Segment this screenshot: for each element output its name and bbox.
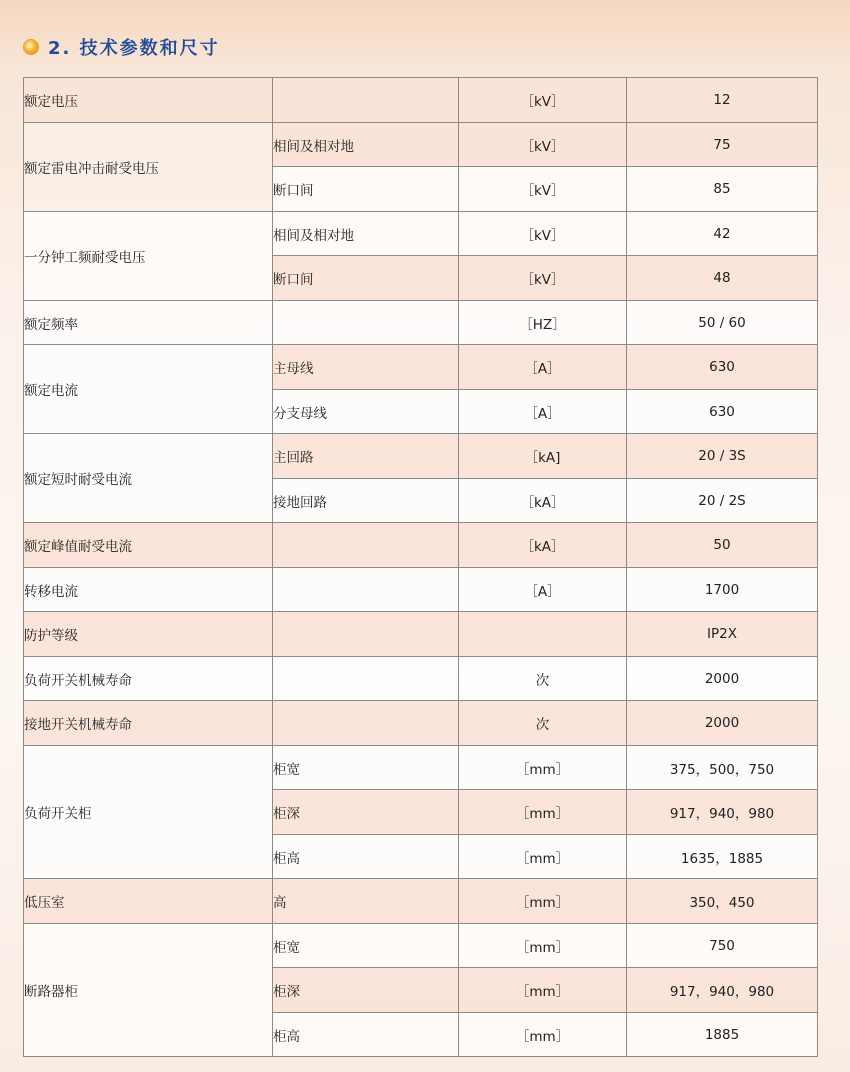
param-sub: 分支母线 (273, 390, 459, 434)
table-row (24, 568, 818, 612)
param-unit: ［kV］ (459, 256, 627, 301)
param-sub: 柜深 (273, 968, 459, 1013)
param-sub: 柜高 (273, 1013, 459, 1057)
param-sub (273, 568, 459, 612)
param-sub: 柜宽 (273, 746, 459, 790)
param-sub: 断口间 (273, 167, 459, 212)
param-value: 350，450 (627, 879, 818, 924)
param-value: 75 (627, 123, 818, 167)
param-name: 额定电压 (24, 78, 273, 123)
param-value: 20 / 2S (627, 479, 818, 523)
param-value: 750 (627, 924, 818, 968)
section-number: 2. (48, 38, 72, 59)
table-row (24, 434, 818, 479)
param-value: 20 / 3S (627, 434, 818, 479)
param-sub: 柜宽 (273, 924, 459, 968)
param-name: 防护等级 (24, 612, 273, 657)
param-name: 额定雷电冲击耐受电压 (24, 123, 273, 212)
param-unit: ［kA］ (459, 479, 627, 523)
param-unit: ［HZ］ (459, 301, 627, 345)
param-value: 48 (627, 256, 818, 301)
param-value: 12 (627, 78, 818, 123)
param-sub: 断口间 (273, 256, 459, 301)
param-sub (273, 301, 459, 345)
param-sub: 相间及相对地 (273, 123, 459, 167)
param-value: 917，940，980 (627, 790, 818, 835)
param-unit: ［mm］ (459, 835, 627, 879)
param-name: 一分钟工频耐受电压 (24, 212, 273, 301)
param-sub: 接地回路 (273, 479, 459, 523)
table-row (24, 345, 818, 390)
param-value: 1885 (627, 1013, 818, 1057)
table-row (24, 78, 818, 123)
section-title (48, 34, 220, 60)
param-value: 630 (627, 390, 818, 434)
param-name: 负荷开关机械寿命 (24, 657, 273, 701)
param-sub (273, 701, 459, 746)
param-sub (273, 657, 459, 701)
param-value: 2000 (627, 657, 818, 701)
param-sub (273, 78, 459, 123)
table-row (24, 657, 818, 701)
param-sub: 高 (273, 879, 459, 924)
table-row (24, 701, 818, 746)
param-name: 断路器柜 (24, 924, 273, 1057)
table-row (24, 879, 818, 924)
section-title-text: 技术参数和尺寸 (79, 38, 220, 59)
table-row (24, 924, 818, 968)
param-unit: ［kA] (459, 434, 627, 479)
param-unit: ［A］ (459, 568, 627, 612)
param-value: 50 / 60 (627, 301, 818, 345)
param-unit: 次 (459, 657, 627, 701)
param-sub: 相间及相对地 (273, 212, 459, 256)
param-unit: 次 (459, 701, 627, 746)
table-row (24, 746, 818, 790)
param-unit: ［kA］ (459, 523, 627, 568)
param-name: 额定电流 (24, 345, 273, 434)
param-unit: ［kV］ (459, 123, 627, 167)
param-unit: ［A］ (459, 390, 627, 434)
param-sub (273, 612, 459, 657)
param-sub: 主母线 (273, 345, 459, 390)
param-name: 低压室 (24, 879, 273, 924)
param-value: IP2X (627, 612, 818, 657)
table-row (24, 301, 818, 345)
param-value: 1635，1885 (627, 835, 818, 879)
section-heading (24, 34, 220, 60)
param-unit: ［kV］ (459, 78, 627, 123)
param-unit: ［kV］ (459, 167, 627, 212)
param-value: 2000 (627, 701, 818, 746)
spec-table (23, 77, 818, 1057)
param-value: 1700 (627, 568, 818, 612)
param-value: 85 (627, 167, 818, 212)
param-name: 转移电流 (24, 568, 273, 612)
param-unit: ［mm］ (459, 746, 627, 790)
param-unit (459, 612, 627, 657)
param-name: 额定频率 (24, 301, 273, 345)
param-sub (273, 523, 459, 568)
param-unit: ［mm］ (459, 879, 627, 924)
param-unit: ［mm］ (459, 924, 627, 968)
param-unit: ［mm］ (459, 968, 627, 1013)
param-value: 42 (627, 212, 818, 256)
param-name: 额定峰值耐受电流 (24, 523, 273, 568)
param-unit: ［mm］ (459, 790, 627, 835)
param-sub: 主回路 (273, 434, 459, 479)
param-unit: ［mm］ (459, 1013, 627, 1057)
param-value: 50 (627, 523, 818, 568)
param-sub: 柜高 (273, 835, 459, 879)
table-row (24, 212, 818, 256)
param-value: 630 (627, 345, 818, 390)
param-value: 917，940，980 (627, 968, 818, 1013)
table-row (24, 523, 818, 568)
table-row (24, 123, 818, 167)
param-name: 额定短时耐受电流 (24, 434, 273, 523)
table-row (24, 612, 818, 657)
param-name: 负荷开关柜 (24, 746, 273, 879)
param-unit: ［A］ (459, 345, 627, 390)
orange-bullet-icon (24, 40, 38, 54)
param-value: 375，500，750 (627, 746, 818, 790)
param-unit: ［kV］ (459, 212, 627, 256)
param-sub: 柜深 (273, 790, 459, 835)
param-name: 接地开关机械寿命 (24, 701, 273, 746)
